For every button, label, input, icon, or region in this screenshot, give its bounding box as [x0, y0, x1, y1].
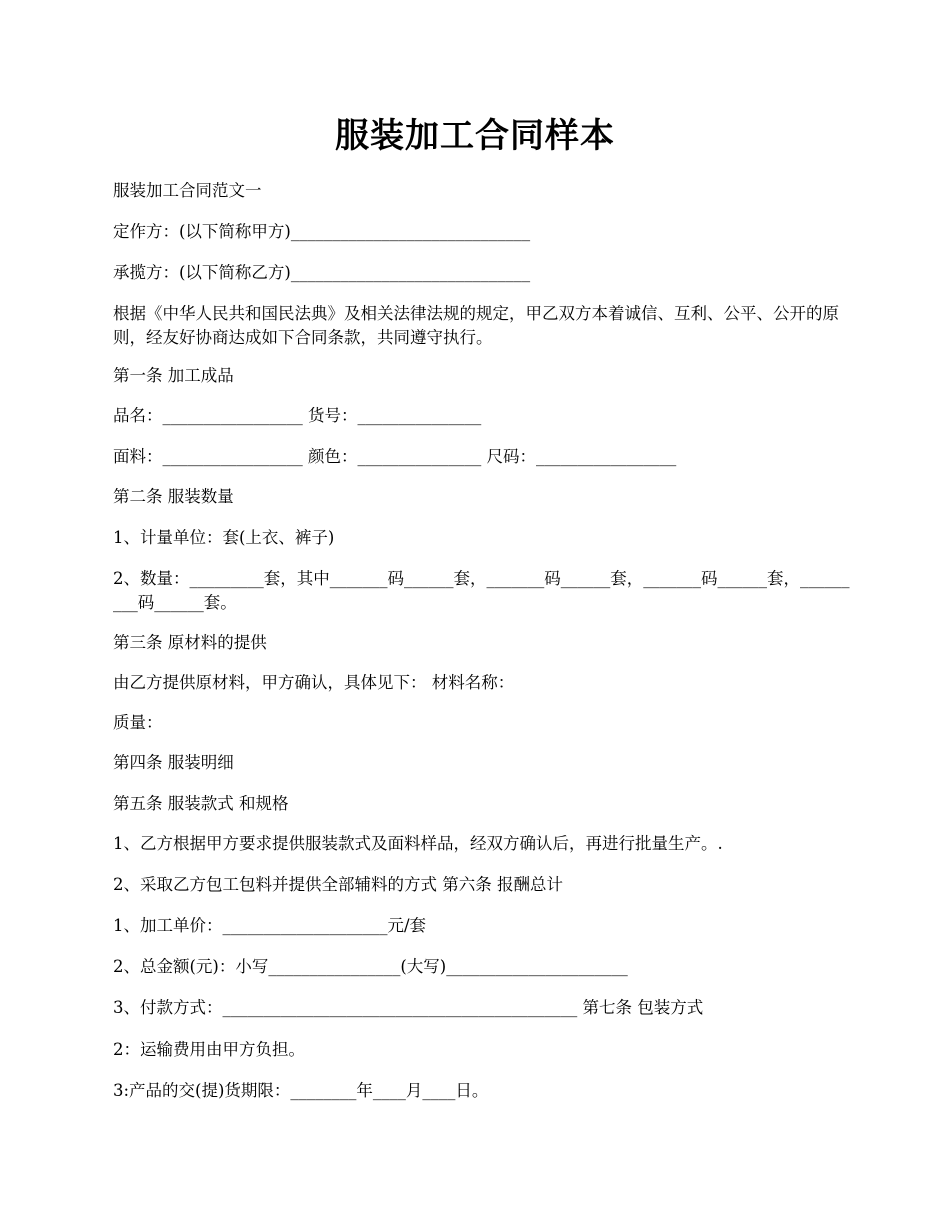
paragraph-quality: 质量：	[113, 713, 163, 732]
paragraph-party-a: 定作方：(以下简称甲方)_____________________________	[113, 222, 531, 241]
paragraph-style-1: 1、乙方根据甲方要求提供服装款式及面料样品，经双方确认后，再进行批量生产。.	[113, 834, 723, 853]
paragraph-party-b: 承揽方：(以下简称乙方)_____________________________	[113, 263, 531, 282]
paragraph-subtitle: 服装加工合同范文一	[113, 181, 262, 200]
article-3-heading: 第三条 原材料的提供	[113, 633, 267, 652]
paragraph-fabric: 面料：_________________ 颜色：_______________ 尺码：_________________	[113, 447, 677, 466]
paragraph-quantity: 2、数量：_________套，其中_______码______套，_______码______套，_______码______套，_________码______套。	[113, 569, 850, 612]
paragraph-preamble: 根据《中华人民共和国民法典》及相关法律法规的规定，甲乙双方本着诚信、互利、公平、公开的原则，经友好协商达成如下合同条款，共同遵守执行。	[113, 304, 839, 347]
article-5-heading: 第五条 服装款式 和规格	[113, 794, 289, 813]
paragraph-unit: 1、计量单位：套(上衣、裤子)	[113, 528, 335, 547]
article-1-heading: 第一条 加工成品	[113, 366, 234, 385]
paragraph-delivery-date: 3:产品的交(提)货期限：________年____月____日。	[113, 1081, 489, 1100]
article-4-heading: 第四条 服装明细	[113, 753, 234, 772]
paragraph-product-name: 品名：_________________ 货号：_______________	[113, 406, 482, 425]
paragraph-transport-fee: 2：运输费用由甲方负担。	[113, 1040, 305, 1059]
paragraph-materials: 由乙方提供原材料，甲方确认，具体见下： 材料名称：	[113, 673, 515, 692]
paragraph-total-amount: 2、总金额(元)：小写________________(大写)______________________	[113, 957, 628, 976]
paragraph-payment-method: 3、付款方式：___________________________________________ 第七条 包装方式	[113, 998, 704, 1017]
paragraph-unit-price: 1、加工单价：____________________元/套	[113, 916, 427, 935]
document-title: 服装加工合同样本	[335, 116, 615, 156]
paragraph-style-2: 2、采取乙方包工包料并提供全部辅料的方式 第六条 报酬总计	[113, 875, 563, 894]
article-2-heading: 第二条 服装数量	[113, 487, 234, 506]
